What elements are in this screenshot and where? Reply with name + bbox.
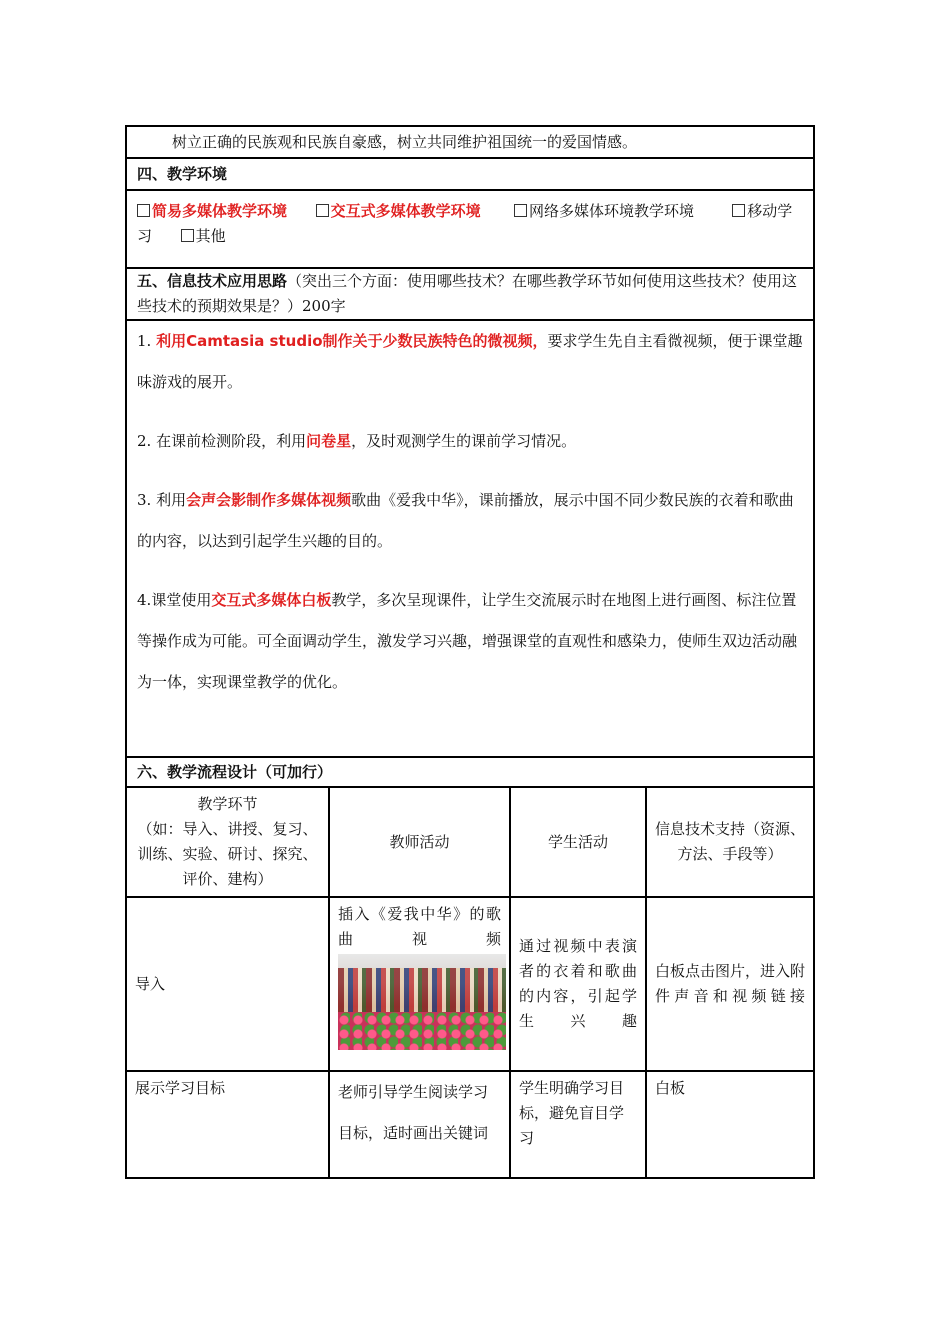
header-tech: 信息技术支持（资源、方法、手段等） [646,788,813,897]
checkbox-icon[interactable] [137,204,150,217]
checkbox-icon[interactable] [316,204,329,217]
checkbox-icon[interactable] [181,229,194,242]
header-stage: 教学环节 （如：导入、讲授、复习、训练、实验、研讨、探究、评价、建构） [127,788,329,897]
teacher-cell: 插入《爱我中华》的歌曲视频 [329,897,510,1071]
flow-table [127,788,813,1177]
table-row [127,1071,813,1177]
section-6-title: 六、教学流程设计（可加行） [126,757,814,787]
env-option-simple[interactable]: 简易多媒体教学环境 [137,202,287,220]
header-teacher: 教师活动 [329,788,510,897]
lesson-plan-table [125,125,815,1179]
table-row [127,897,813,1071]
idea-item-2: 2. 在课前检测阶段，利用问卷星，及时观测学生的课前学习情况。 [137,432,577,450]
song-video-thumbnail[interactable] [338,954,506,1050]
objective-line: 树立正确的民族观和民族自豪感，树立共同维护祖国统一的爱国情感。 [126,126,814,158]
teacher-cell: 老师引导学生阅读学习目标，适时画出关键词 [329,1071,510,1177]
section-5-header [126,268,814,320]
environment-options [126,190,814,268]
section-5-title: 五、信息技术应用思路 [137,272,288,290]
flow-table-cell [126,787,814,1178]
section-5-note: （突出三个方面：使用哪些技术？在哪些教学环节如何使用这些技术？使用这些技术的预期效果是？）200字 [137,272,798,315]
env-option-interactive[interactable]: 交互式多媒体教学环境 [316,202,481,220]
tech-cell: 白板点击图片，进入附件声音和视频链接 [646,897,813,1071]
section-4-title: 四、教学环境 [126,158,814,190]
checkbox-icon[interactable] [732,204,745,217]
tech-ideas [126,320,814,757]
checkbox-icon[interactable] [514,204,527,217]
env-option-other[interactable]: 其他 [181,227,226,245]
student-cell: 学生明确学习目标，避免盲目学习 [510,1071,646,1177]
stage-cell: 导入 [127,897,329,1071]
stage-cell: 展示学习目标 [127,1071,329,1177]
student-cell: 通过视频中表演者的衣着和歌曲的内容，引起学生兴趣 [510,897,646,1071]
header-student: 学生活动 [510,788,646,897]
flow-header-row [127,788,813,897]
tech-cell: 白板 [646,1071,813,1177]
env-option-network[interactable]: 网络多媒体环境教学环境 [514,202,694,220]
idea-item-4: 4.课堂使用交互式多媒体白板教学，多次呈现课件，让学生交流展示时在地图上进行画图、标注位置等操作成为可能。可全面调动学生，激发学习兴趣，增强课堂的直观性和感染力，使师生双边活动融为一体，实现课堂教学的优化。 [137,591,798,691]
lesson-plan-document [125,125,815,1179]
env-option-mobile[interactable]: 移动学习 [137,202,793,245]
idea-item-1: 1. 利用Camtasia studio制作关于少数民族特色的微视频，要求学生先自主看微视频，便于课堂趣味游戏的展开。 [137,332,803,391]
idea-item-3: 3. 利用会声会影制作多媒体视频歌曲《爱我中华》，课前播放，展示中国不同少数民族的衣着和歌曲的内容，以达到引起学生兴趣的目的。 [137,491,794,550]
